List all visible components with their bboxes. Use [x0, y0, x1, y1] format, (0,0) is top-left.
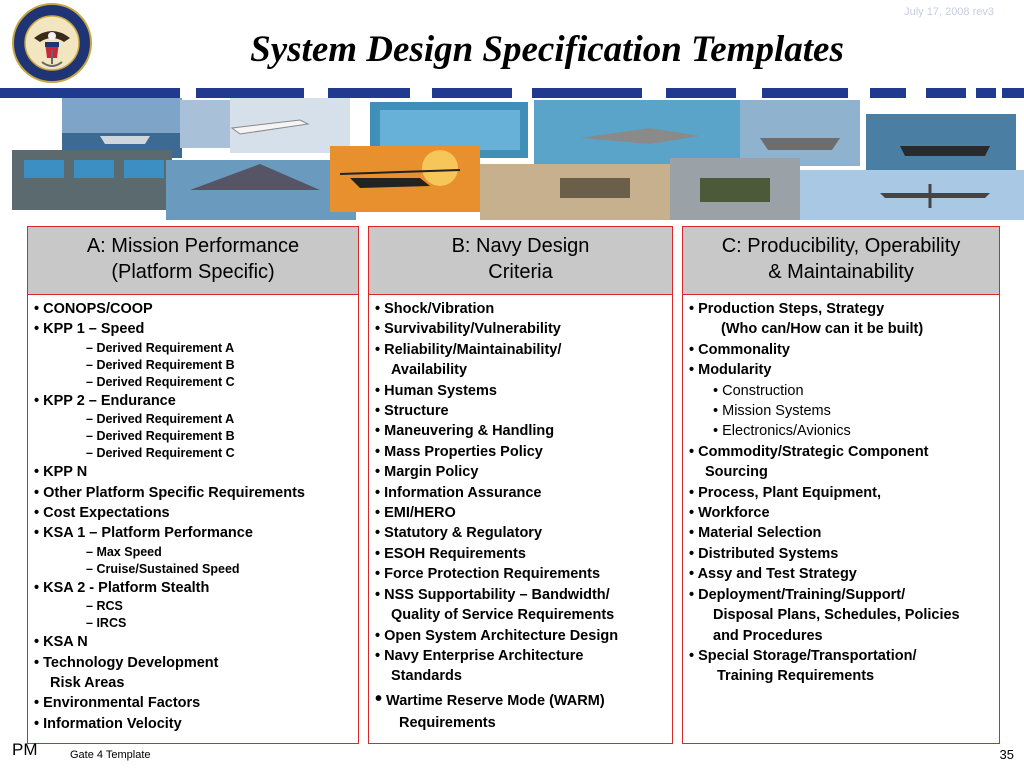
- list-item: • Production Steps, Strategy: [689, 301, 885, 317]
- list-item: • Information Velocity: [34, 715, 182, 732]
- list-item: • Statutory & Regulatory: [375, 525, 543, 542]
- navy-dash-band: [0, 88, 1024, 98]
- list-item: • Technology Development: [34, 654, 219, 671]
- list-item: • Modularity: [689, 362, 772, 379]
- list-item: • KPP 1 – Speed: [34, 321, 145, 338]
- list-subitem: • Electronics/Avionics: [713, 423, 851, 440]
- navy-seal-logo: [4, 2, 100, 84]
- list-item: • Assy and Test Strategy: [689, 566, 857, 583]
- list-item: • KSA 2 - Platform Stealth: [34, 579, 210, 596]
- list-item: • NSS Supportability – Bandwidth/: [375, 586, 610, 603]
- box-c-producibility: [682, 226, 1000, 744]
- list-item: • KPP 2 – Endurance: [34, 392, 176, 409]
- list-subitem: – Derived Requirement C: [86, 374, 235, 389]
- list-item: • Shock/Vibration: [375, 301, 495, 317]
- list-item: • KPP N: [34, 464, 88, 481]
- box-b-list: [369, 295, 672, 733]
- list-item: • Process, Plant Equipment,: [689, 484, 882, 501]
- list-subitem: – Max Speed: [86, 544, 162, 559]
- list-subitem: – IRCS: [86, 616, 127, 631]
- list-item-continuation: and Procedures: [713, 627, 823, 644]
- list-subitem: – Derived Requirement A: [86, 340, 235, 355]
- list-item: • Force Protection Requirements: [375, 566, 601, 583]
- box-c-title-line1: C: Producibility, Operability: [721, 235, 961, 257]
- page-title: System Design Specification Templates: [250, 29, 844, 70]
- box-c-title-line2: & Maintainability: [768, 261, 914, 283]
- list-item-continuation: Requirements: [399, 714, 496, 731]
- list-item: • Other Platform Specific Requirements: [34, 484, 305, 501]
- footer-pm-label: PM: [12, 740, 38, 759]
- list-item: • Mass Properties Policy: [375, 443, 543, 460]
- list-item: • Open System Architecture Design: [375, 627, 619, 644]
- list-item: • Information Assurance: [375, 484, 542, 501]
- list-item-continuation: (Who can/How can it be built): [721, 321, 924, 338]
- list-item: • Material Selection: [689, 525, 822, 542]
- list-subitem: – Derived Requirement B: [86, 357, 235, 372]
- military-platform-photo-collage: [0, 98, 1024, 220]
- list-subitem: – Derived Requirement C: [86, 446, 235, 461]
- page-number: 35: [999, 747, 1014, 762]
- box-b-title-line2: Criteria: [488, 261, 553, 283]
- box-a-header: [28, 227, 358, 295]
- list-item: • Wartime Reserve Mode (WARM): [375, 687, 605, 710]
- list-item: • Survivability/Vulnerability: [375, 321, 561, 338]
- box-a-title-line2: (Platform Specific): [111, 261, 275, 283]
- list-subitem: • Mission Systems: [713, 403, 831, 420]
- list-subitem: – Derived Requirement A: [86, 412, 235, 427]
- list-item: • Cost Expectations: [34, 505, 170, 522]
- list-item-continuation: Standards: [391, 668, 462, 685]
- list-item: • KSA 1 – Platform Performance: [34, 525, 253, 542]
- list-item: • Human Systems: [375, 382, 497, 399]
- list-item: • Distributed Systems: [689, 545, 839, 562]
- list-item: • KSA N: [34, 634, 88, 651]
- list-subitem: – Cruise/Sustained Speed: [86, 561, 240, 576]
- list-item: • Navy Enterprise Architecture: [375, 647, 584, 664]
- list-item: • Margin Policy: [375, 464, 479, 481]
- box-a-list: [28, 295, 358, 734]
- list-item-continuation: Quality of Service Requirements: [391, 607, 615, 624]
- footer-template-label: Gate 4 Template: [70, 749, 151, 761]
- list-item: • Structure: [375, 403, 449, 420]
- list-item: • Commonality: [689, 341, 790, 358]
- list-item: • EMI/HERO: [375, 505, 456, 522]
- box-c-list: [683, 295, 999, 687]
- list-item: • Maneuvering & Handling: [375, 423, 555, 440]
- box-a-title-line1: A: Mission Performance: [86, 235, 300, 257]
- list-item-continuation: Disposal Plans, Schedules, Policies: [713, 607, 960, 624]
- list-item: • CONOPS/COOP: [34, 301, 153, 317]
- list-item: • Environmental Factors: [34, 695, 201, 712]
- list-item-continuation: Risk Areas: [50, 675, 125, 692]
- box-b-navy-design-criteria: [368, 226, 673, 744]
- list-item: • ESOH Requirements: [375, 545, 526, 562]
- list-item-continuation: Sourcing: [705, 464, 768, 481]
- list-subitem: • Construction: [713, 382, 804, 399]
- list-item: • Workforce: [689, 505, 770, 522]
- box-a-mission-performance: [27, 226, 359, 744]
- box-c-header: [683, 227, 999, 295]
- list-item: • Special Storage/Transportation/: [689, 647, 917, 664]
- revision-date: July 17, 2008 rev3: [904, 6, 994, 18]
- list-item-continuation: Training Requirements: [717, 668, 875, 685]
- list-item: • Deployment/Training/Support/: [689, 586, 906, 603]
- list-subitem: – RCS: [86, 599, 123, 614]
- list-item: • Commodity/Strategic Component: [689, 443, 929, 460]
- list-item: • Reliability/Maintainability/: [375, 341, 562, 358]
- box-b-title-line1: B: Navy Design: [451, 235, 590, 257]
- list-subitem: – Derived Requirement B: [86, 429, 235, 444]
- list-item-continuation: Availability: [391, 362, 468, 379]
- box-b-header: [369, 227, 672, 295]
